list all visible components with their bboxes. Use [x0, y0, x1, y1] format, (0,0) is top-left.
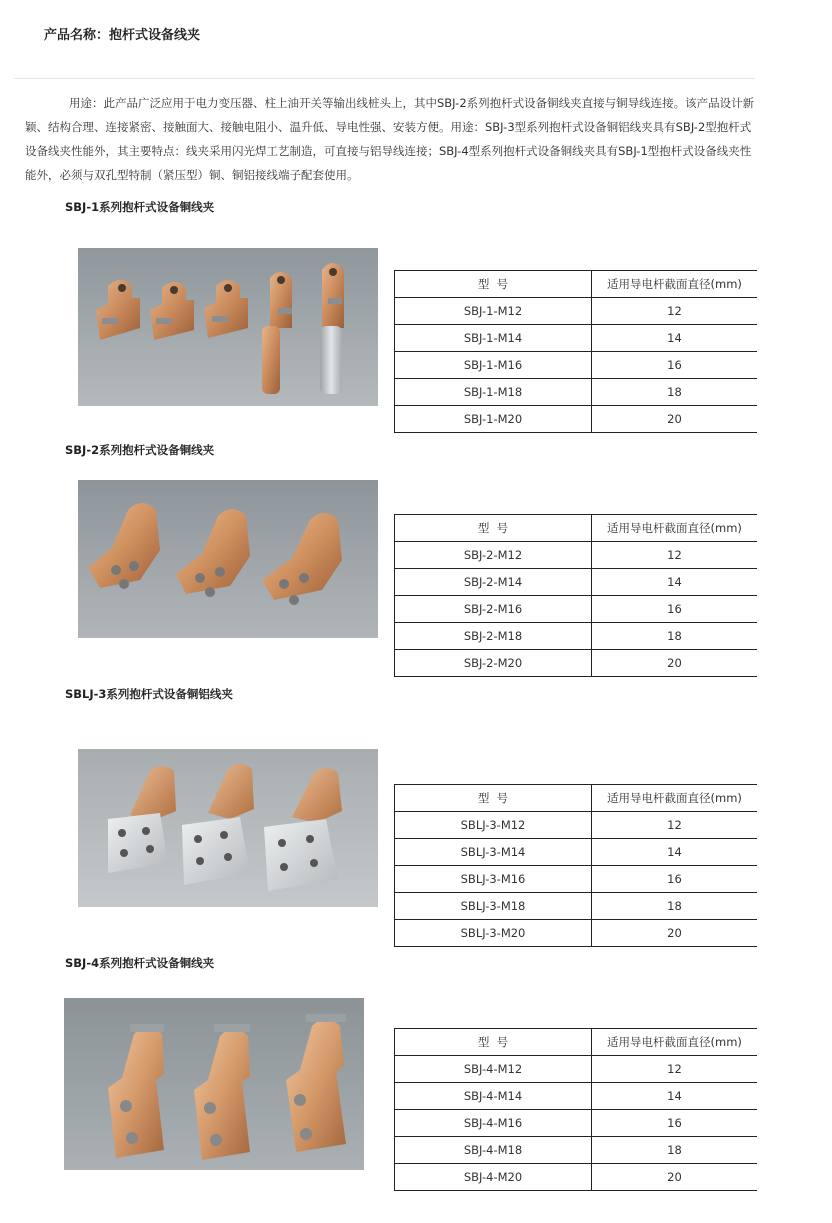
product-photo-sbj4: [64, 998, 364, 1170]
spec-table-sbj1: [394, 270, 757, 433]
table-row: [395, 650, 758, 677]
product-photo-sbj1: [78, 248, 378, 406]
cell-diameter: 12: [592, 298, 758, 325]
table-row: [395, 1056, 758, 1083]
table-row: [395, 1110, 758, 1137]
cell-diameter: 12: [592, 542, 758, 569]
cell-model: SBJ-2-M18: [395, 623, 592, 650]
cell-diameter: 16: [592, 1110, 758, 1137]
cell-diameter: 20: [592, 406, 758, 433]
table-header-row: [395, 271, 758, 298]
cell-diameter: 16: [592, 596, 758, 623]
section-title-sblj3: SBLJ-3系列抱杆式设备铜铝线夹: [65, 687, 233, 701]
cell-model: SBLJ-3-M20: [395, 920, 592, 947]
cell-diameter: 20: [592, 1164, 758, 1191]
table-row: [395, 298, 758, 325]
table-header-row: [395, 1029, 758, 1056]
cell-model: SBJ-4-M16: [395, 1110, 592, 1137]
cell-model: SBJ-2-M12: [395, 542, 592, 569]
divider: [14, 78, 755, 79]
table-row: [395, 839, 758, 866]
cell-diameter: 14: [592, 1083, 758, 1110]
table-row: [395, 406, 758, 433]
cell-diameter: 12: [592, 1056, 758, 1083]
cell-diameter: 16: [592, 866, 758, 893]
header-model: 型 号: [395, 1029, 592, 1056]
product-name-heading: 产品名称：抱杆式设备线夹: [44, 28, 201, 43]
cell-model: SBJ-2-M14: [395, 569, 592, 596]
header-model: 型 号: [395, 271, 592, 298]
table-row: [395, 569, 758, 596]
cell-model: SBLJ-3-M18: [395, 893, 592, 920]
table-row: [395, 920, 758, 947]
section-title-sbj2: SBJ-2系列抱杆式设备铜线夹: [65, 443, 215, 457]
cell-model: SBJ-2-M20: [395, 650, 592, 677]
header-diameter: 适用导电杆截面直径(mm): [592, 271, 758, 298]
table-row: [395, 352, 758, 379]
table-row: [395, 1164, 758, 1191]
cell-diameter: 20: [592, 920, 758, 947]
header-diameter: 适用导电杆截面直径(mm): [592, 785, 758, 812]
cell-model: SBJ-2-M16: [395, 596, 592, 623]
cell-diameter: 12: [592, 812, 758, 839]
table-row: [395, 379, 758, 406]
cell-diameter: 18: [592, 1137, 758, 1164]
table-header-row: [395, 515, 758, 542]
cell-model: SBLJ-3-M14: [395, 839, 592, 866]
table-row: [395, 623, 758, 650]
table-row: [395, 1083, 758, 1110]
cell-model: SBJ-1-M14: [395, 325, 592, 352]
cell-model: SBJ-4-M12: [395, 1056, 592, 1083]
cell-diameter: 18: [592, 379, 758, 406]
spec-table-sbj4: [394, 1028, 757, 1191]
header-model: 型 号: [395, 785, 592, 812]
table-row: [395, 596, 758, 623]
section-title-sbj1: SBJ-1系列抱杆式设备铜线夹: [65, 200, 215, 214]
cell-model: SBLJ-3-M12: [395, 812, 592, 839]
cell-diameter: 14: [592, 839, 758, 866]
table-row: [395, 893, 758, 920]
intro-paragraph: [25, 91, 755, 187]
cell-model: SBJ-1-M16: [395, 352, 592, 379]
table-row: [395, 1137, 758, 1164]
cell-diameter: 14: [592, 569, 758, 596]
table-header-row: [395, 785, 758, 812]
cell-model: SBJ-4-M18: [395, 1137, 592, 1164]
cell-model: SBJ-1-M20: [395, 406, 592, 433]
cell-model: SBJ-1-M18: [395, 379, 592, 406]
intro-text: 用途：此产品广泛应用于电力变压器、柱上油开关等输出线桩头上，其中SBJ-2系列抱杆式设备铜线夹直接与铜导线连接。该产品设计新颖、结构合理、连接紧密、接触面大、接触电阻小、温升低、导电性强、安装方便。用途：SBJ-3型系列抱杆式设备铜铝线夹具有SBJ-2型抱杆式设备线夹性能外，其主要特点：线夹采用闪光焊工艺制造，可直接与铝导线连接；SBJ-4型系列抱杆式设备铜线夹具有SBJ-1型抱杆式设备线夹性能外，必须与双孔型特制（紧压型）铜、铜铝接线端子配套使用。: [25, 96, 755, 182]
table-row: [395, 866, 758, 893]
cell-model: SBJ-4-M14: [395, 1083, 592, 1110]
cell-diameter: 14: [592, 325, 758, 352]
spec-table-sbj2: [394, 514, 757, 677]
cell-diameter: 16: [592, 352, 758, 379]
cell-model: SBJ-4-M20: [395, 1164, 592, 1191]
section-title-sbj4: SBJ-4系列抱杆式设备铜线夹: [65, 956, 215, 970]
spec-table-sblj3: [394, 784, 757, 947]
cell-model: SBLJ-3-M16: [395, 866, 592, 893]
header-model: 型 号: [395, 515, 592, 542]
cell-diameter: 18: [592, 893, 758, 920]
header-diameter: 适用导电杆截面直径(mm): [592, 515, 758, 542]
cell-diameter: 20: [592, 650, 758, 677]
table-row: [395, 812, 758, 839]
header-diameter: 适用导电杆截面直径(mm): [592, 1029, 758, 1056]
table-row: [395, 325, 758, 352]
cell-diameter: 18: [592, 623, 758, 650]
product-photo-sblj3: [78, 749, 378, 907]
table-row: [395, 542, 758, 569]
product-photo-sbj2: [78, 480, 378, 638]
cell-model: SBJ-1-M12: [395, 298, 592, 325]
